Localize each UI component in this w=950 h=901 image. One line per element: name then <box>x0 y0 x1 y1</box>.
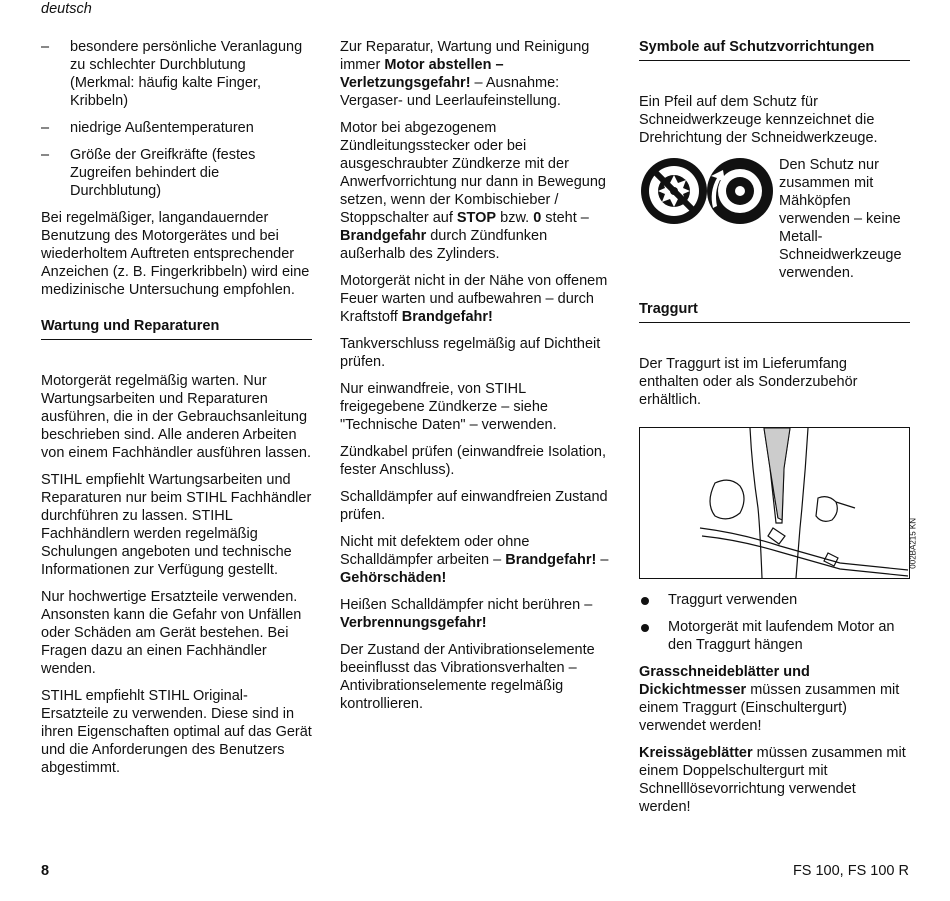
language-label: deutsch <box>41 1 92 17</box>
harness-drawing-icon <box>640 428 909 578</box>
paragraph: Heißen Schalldämpfer nicht berühren – Verbrennungsgefahr! <box>340 597 593 631</box>
paragraph: Grasschneideblätter und Dickichtmesser müssen zusammen mit einem Traggurt (Einschultergurt) verwendet werden! <box>639 664 900 734</box>
paragraph: Nur hochwertige Ersatzteile verwenden. Ansonsten kann die Gefahr von Unfällen oder Schäden am Gerät bestehen. Bei Fragen dazu an einen Fachhändler wenden. <box>41 589 302 677</box>
paragraph: Nicht mit defektem oder ohne Schalldämpfer arbeiten – Brandgefahr! – Gehörschäden! <box>340 534 609 586</box>
symbol-description: Den Schutz nur zusammen mit Mähköpfen verwenden – keine Metall-Schneidwerkzeuge verwenden. <box>779 157 902 281</box>
list-item: – Größe der Greifkräfte (festes Zugreifen behindert die Durchblutung) <box>41 147 256 199</box>
list-item: – besondere persönliche Veranlagung zu schlechter Durchblutung (Merkmal: häufig kalte Finger, Kribbeln) <box>41 39 303 109</box>
section-heading: Traggurt <box>639 300 910 323</box>
paragraph: Der Traggurt ist im Lieferumfang enthalten oder als Sonderzubehör erhältlich. <box>639 356 858 408</box>
column-right <box>639 38 918 825</box>
no-metal-blade-symbol-icon <box>639 156 775 228</box>
list-item: – niedrige Außentemperaturen <box>41 120 254 136</box>
paragraph: Nur einwandfreie, von STIHL freigegebene Zündkerze – siehe "Technische Daten" – verwenden. <box>340 381 557 433</box>
column-middle <box>340 38 611 722</box>
bullet-icon <box>641 597 649 605</box>
paragraph: STIHL empfiehlt STIHL Original-Ersatzteile zu verwenden. Diese sind in ihren Eigenschaften optimal auf das Gerät und die Anforderungen des Benutzers abgestimmt. <box>41 688 312 776</box>
dash-marker: – <box>41 120 50 136</box>
paragraph: Der Zustand der Antivibrationselemente beeinflusst das Vibrationsverhalten – Antivibrationselemente regelmäßig kontrollieren. <box>340 642 595 712</box>
dash-marker: – <box>41 39 50 55</box>
dash-marker: – <box>41 147 50 163</box>
harness-illustration <box>639 427 918 579</box>
bullet-icon <box>641 624 649 632</box>
paragraph: Ein Pfeil auf dem Schutz für Schneidwerkzeuge kennzeichnet die Drehrichtung der Schneidwerkzeuge. <box>639 94 878 146</box>
paragraph: Motor bei abgezogenem Zündleitungsstecker oder bei ausgeschraubter Zündkerze mit der Anwerfvorrichtung nur dann in Bewegung setzen, wenn der Kombischieber / Stoppschalter auf STOP bzw. 0 steht – Brandgefahr durch Zündfunken außerhalb des Zylinders. <box>340 120 606 262</box>
paragraph: Zündkabel prüfen (einwandfreie Isolation, fester Anschluss). <box>340 444 606 478</box>
list-item: Traggurt verwenden <box>639 591 910 609</box>
paragraph: Bei regelmäßiger, langandauernder Benutzung des Motorgerätes und bei wiederholtem Auftreten entsprechender Anzeichen (z. B. Fingerkribbeln) wird eine medizinische Untersuchung empfohlen. <box>41 210 310 298</box>
paragraph: Tankverschluss regelmäßig auf Dichtheit prüfen. <box>340 336 601 370</box>
column-left <box>41 38 312 786</box>
paragraph: STIHL empfiehlt Wartungsarbeiten und Reparaturen nur beim STIHL Fachhändler durchführen zu lassen. STIHL Fachhändlern werden regelmäßig Schulungen angeboten und technische Informationen zur Verfügung gestellt. <box>41 472 312 578</box>
paragraph: Schalldämpfer auf einwandfreien Zustand prüfen. <box>340 489 608 523</box>
paragraph: Motorgerät nicht in der Nähe von offenem Feuer warten und aufbewahren – durch Kraftstoff Brandgefahr! <box>340 273 608 325</box>
paragraph: Zur Reparatur, Wartung und Reinigung immer Motor abstellen – Verletzungsgefahr! – Ausnahme: Vergaser- und Leerlaufeinstellung. <box>340 39 590 109</box>
list-item: Motorgerät mit laufendem Motor an den Traggurt hängen <box>639 618 910 654</box>
paragraph: Kreissägeblätter müssen zusammen mit einem Doppelschultergurt mit Schnelllösevorrichtung verwendet werden! <box>639 745 906 815</box>
figure-code: 002BA215 KN <box>909 518 918 569</box>
page-number: 8 <box>41 863 50 879</box>
paragraph: Motorgerät regelmäßig warten. Nur Wartungsarbeiten und Reparaturen ausführen, die in der Gebrauchsanleitung beschrieben sind. Alle anderen Arbeiten von einem Fachhändler ausführen lassen. <box>41 373 312 461</box>
model-label: FS 100, FS 100 R <box>792 863 909 879</box>
guard-symbol-block <box>639 156 910 282</box>
section-heading: Wartung und Reparaturen <box>41 317 312 340</box>
section-heading: Symbole auf Schutzvorrichtungen <box>639 38 910 61</box>
